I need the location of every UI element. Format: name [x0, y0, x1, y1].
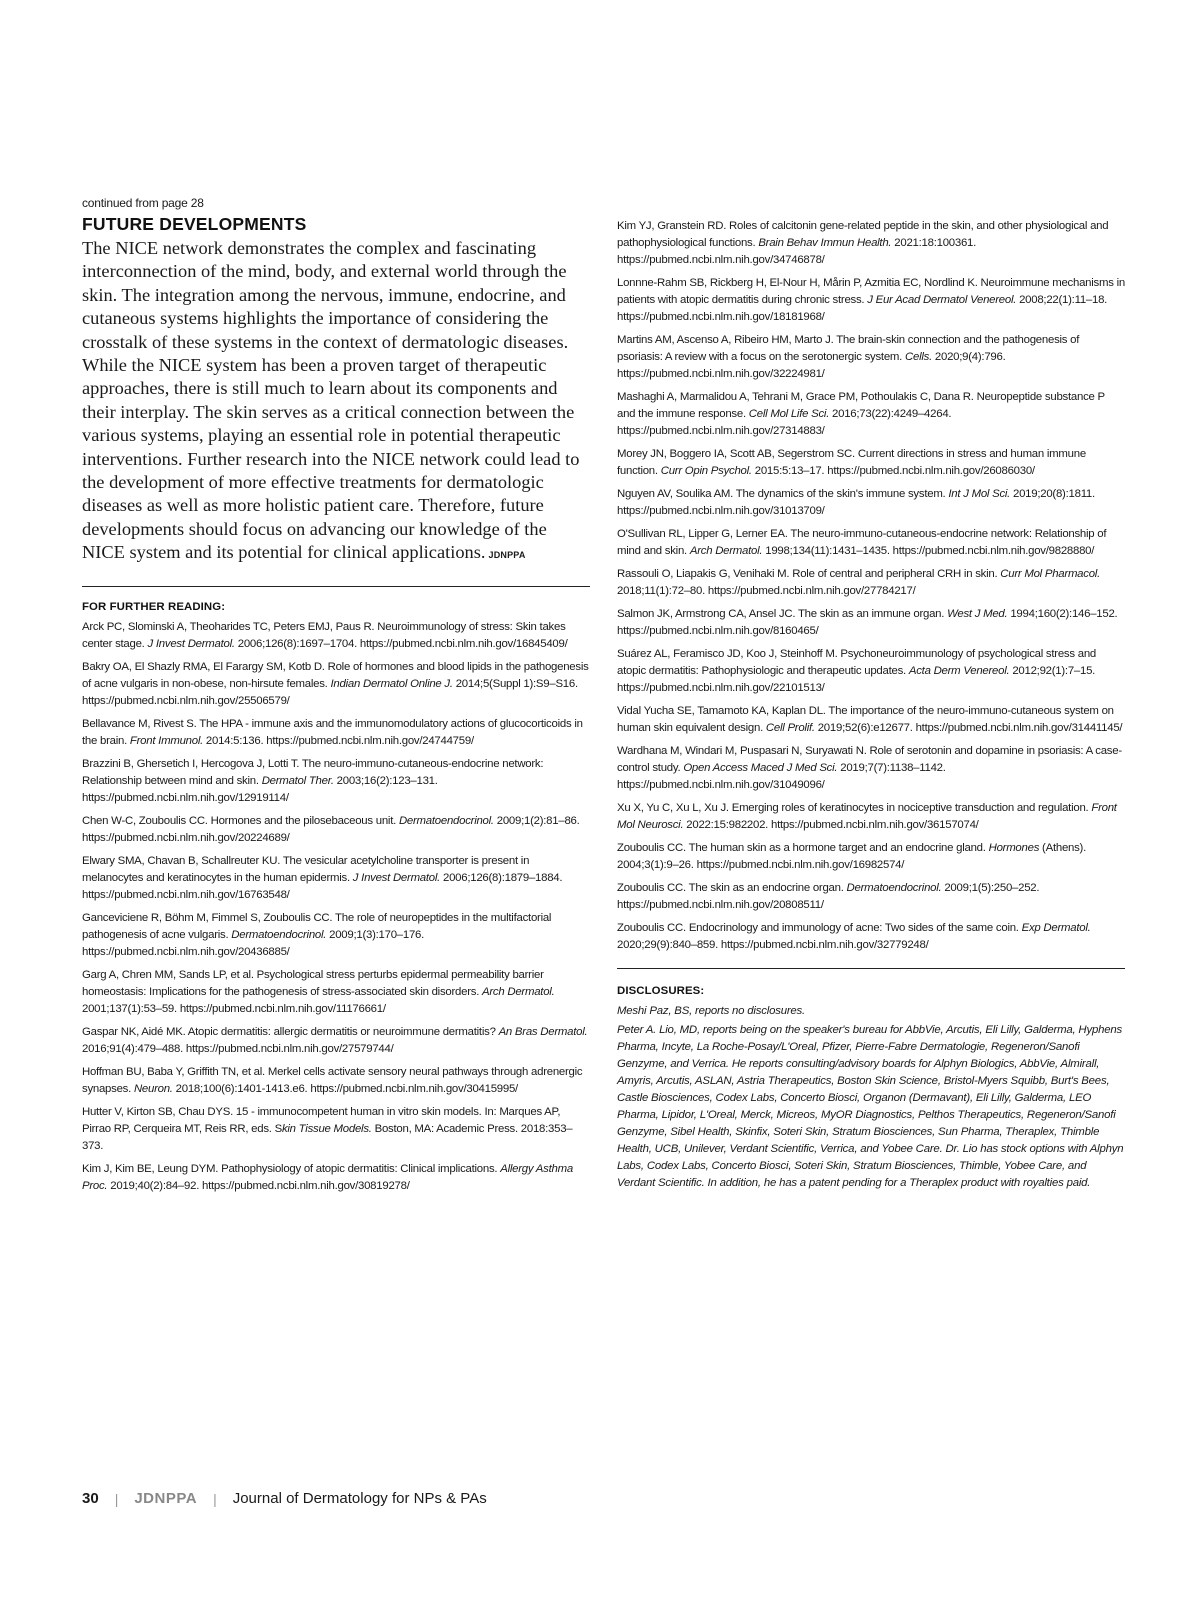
reference-authors-title: Brazzini B, Ghersetich I, Hercogova J, Lotti T. The neuro-immuno-cutaneous-endocrine network: Relationship between mind and skin. — [82, 757, 544, 787]
reference-item — [617, 218, 1125, 269]
reference-citation: 2019;20(8):1811. https://pubmed.ncbi.nlm.nih.gov/31013709/ — [617, 488, 1095, 517]
reference-citation: 2019;7(7):1138–1142. https://pubmed.ncbi.nlm.nih.gov/31049096/ — [617, 762, 946, 791]
reference-authors-title: Nguyen AV, Soulika AM. The dynamics of the skin's immune system. — [617, 488, 949, 500]
reference-item — [82, 619, 590, 653]
reference-citation: 2020;29(9):840–859. https://pubmed.ncbi.nlm.nih.gov/32779248/ — [617, 939, 929, 951]
section-divider — [82, 586, 590, 587]
reference-item — [82, 1024, 590, 1058]
reference-journal: Curr Mol Pharmacol. — [1000, 568, 1100, 580]
journal-name: Journal of Dermatology for NPs & PAs — [232, 1490, 487, 1507]
reference-item — [617, 743, 1125, 794]
reference-authors-title: Salmon JK, Armstrong CA, Ansel JC. The skin as an immune organ. — [617, 608, 948, 620]
reference-citation: 2009;1(3):170–176. https://pubmed.ncbi.nlm.nih.gov/20436885/ — [82, 928, 425, 958]
reference-citation: 2018;100(6):1401-1413.e6. https://pubmed.ncbi.nlm.nih.gov/30415995/ — [172, 1082, 518, 1095]
reference-journal: Front Immunol. — [129, 734, 204, 747]
further-reading-heading: FOR FURTHER READING: — [82, 600, 226, 613]
reference-citation: 2019;40(2):84–92. https://pubmed.ncbi.nlm.nih.gov/30819278/ — [107, 1179, 410, 1192]
right-column — [617, 218, 1125, 1194]
reference-item — [82, 853, 590, 904]
reference-item — [617, 486, 1125, 520]
disclosure-item: Peter A. Lio, MD, reports being on the speaker's bureau for AbbVie, Arcutis, Eli Lilly, Galderma, Hyphens Pharma, Incyte, La Roche-Posay/L'Oreal, Pfizer, Pierre-Fabre Dermatologie, Regeneron/Sanofi Genzyme, and Verrica. He reports consulting/advisory boards for Alphyn Biologics, AbbVie, Almirall, Amyris, Arcutis, ASLAN, Astria Therapeutics, Boston Skin Science, Bristol-Myers Squibb, Burt's Bees, Castle Biosciences, Codex Labs, Concerto Biosci, Organon (Dermavant), Eli Lilly, Galderma, LEO Pharma, Lipidor, L'Oreal, Merck, Micreos, MyOR Diagnostics, Pelthos Therapeutics, Regeneron/Sanofi Genzyme, Sibel Health, Skinfix, Soteri Skin, Stratum Biosciences, Sun Pharma, Theraplex, Thimble Health, UCB, Unilever, Verdant Scientific, Verrica, and Yobee Care. Dr. Lio has stock options with Alphyn Labs, Codex Labs, Concerto Biosci, Soteri Skin, Stratum Biosciences, Thimble, Yobee Care, and Verdant Scientific. In addition, he has a patent pending for a Theraplex product with royalties paid. — [617, 1024, 1124, 1189]
reference-citation: 2008;22(1):11–18. https://pubmed.ncbi.nlm.nih.gov/18181968/ — [617, 294, 1108, 323]
reference-item — [617, 800, 1125, 834]
page-number: 30 — [82, 1490, 99, 1507]
disclosures-divider — [617, 968, 1125, 969]
reference-item — [82, 910, 590, 961]
reference-journal: West J Med. — [947, 608, 1008, 620]
reference-authors-title: Arck PC, Slominski A, Theoharides TC, Peters EMJ, Paus R. Neuroimmunology of stress: Skin takes center stage. — [82, 620, 566, 650]
reference-journal: Neuron. — [133, 1082, 173, 1095]
reference-authors-title: O'Sullivan RL, Lipper G, Lerner EA. The neuro-immuno-cutaneous-endocrine network: Relationship of mind and skin. — [617, 528, 1107, 557]
reference-citation: 2016;73(22):4249–4264. https://pubmed.ncbi.nlm.nih.gov/27314883/ — [617, 408, 952, 437]
reference-authors-title: Zouboulis CC. The skin as an endocrine organ. — [617, 882, 847, 894]
reference-journal: Dermatoendocrinol. — [231, 928, 327, 941]
reference-authors-title: Zouboulis CC. The human skin as a hormone target and an endocrine gland. — [617, 842, 989, 854]
reference-journal: Exp Dermatol. — [1021, 922, 1091, 934]
reference-item — [617, 880, 1125, 914]
reference-citation: 2009;1(2):81–86. https://pubmed.ncbi.nlm.nih.gov/20224689/ — [82, 814, 580, 844]
reference-item — [617, 526, 1125, 560]
reference-item — [617, 275, 1125, 326]
reference-authors-title: Lonnne-Rahm SB, Rickberg H, El-Nour H, Mårin P, Azmitia EC, Nordlind K. Neuroimmune mechanisms in patients with atopic dermatitis during chronic stress. — [617, 277, 1125, 306]
reference-citation: 2012;92(1):7–15. https://pubmed.ncbi.nlm.nih.gov/22101513/ — [617, 665, 1096, 694]
reference-authors-title: Hoffman BU, Baba Y, Griffith TN, et al. Merkel cells activate sensory neural pathways through adrenergic synapses. — [82, 1065, 583, 1095]
reference-journal: Hormones — [988, 842, 1040, 854]
reference-citation: 1998;134(11):1431–1435. https://pubmed.ncbi.nlm.nih.gov/9828880/ — [762, 545, 1095, 557]
reference-item — [617, 332, 1125, 383]
reference-authors-title: Rassouli O, Liapakis G, Venihaki M. Role of central and peripheral CRH in skin. — [617, 568, 1001, 580]
reference-citation: 2021:18:100361. https://pubmed.ncbi.nlm.nih.gov/34746878/ — [617, 237, 977, 266]
footer-separator: | — [213, 1490, 217, 1507]
reference-item — [617, 566, 1125, 600]
reference-citation: 2001;137(1):53–59. https://pubmed.ncbi.nlm.nih.gov/11176661/ — [82, 1002, 386, 1015]
reference-citation: Boston, MA: Academic Press. 2018:353–373. — [82, 1122, 573, 1152]
reference-item — [82, 659, 590, 710]
reference-item — [82, 716, 590, 750]
reference-item — [617, 646, 1125, 697]
reference-item — [82, 813, 590, 847]
signoff-mark: JDNPPA — [488, 550, 526, 561]
reference-authors-title: Ganceviciene R, Böhm M, Fimmel S, Zouboulis CC. The role of neuropeptides in the multifactorial pathogenesis of acne vulgaris. — [82, 911, 552, 941]
reference-citation: 1994;160(2):146–152. https://pubmed.ncbi.nlm.nih.gov/8160465/ — [617, 608, 1118, 637]
reference-authors-title: Garg A, Chren MM, Sands LP, et al. Psychological stress perturbs epidermal permeability barrier homeostasis: Implications for the pathogenesis of stress-associated skin disorders. — [82, 968, 544, 998]
reference-list-right — [617, 218, 1125, 954]
page-footer — [82, 1490, 487, 1507]
disclosures-list — [617, 1003, 1125, 1192]
reference-authors-title: Morey JN, Boggero IA, Scott AB, Segerstrom SC. Current directions in stress and human immune function. — [617, 448, 1086, 477]
reference-citation: 2018;11(1):72–80. https://pubmed.ncbi.nlm.nih.gov/27784217/ — [617, 585, 916, 597]
future-developments-body — [82, 237, 590, 568]
reference-authors-title: Suárez AL, Feramisco JD, Koo J, Steinhoff M. Psychoneuroimmunology of psychological stress and atopic dermatitis: Pathophysiologic and therapeutic updates. — [617, 648, 1096, 677]
reference-authors-title: Hutter V, Kirton SB, Chau DYS. 15 - immunocompetent human in vitro skin models. In: Marques AP, Pirrao RP, Cerqueira MT, Reis RR, eds. S — [82, 1105, 561, 1135]
reference-citation: 2014:5:136. https://pubmed.ncbi.nlm.nih.gov/24744759/ — [203, 734, 474, 747]
reference-journal: Dermatoendocrinol. — [398, 814, 494, 827]
reference-citation: 2009;1(5):250–252. https://pubmed.ncbi.nlm.nih.gov/20808511/ — [617, 882, 1040, 911]
disclosure-item: Meshi Paz, BS, reports no disclosures. — [617, 1005, 806, 1017]
reference-journal: Dermatol Ther. — [261, 774, 334, 787]
reference-citation: 2006;126(8):1879–1884. https://pubmed.ncbi.nlm.nih.gov/16763548/ — [82, 871, 563, 901]
reference-item — [82, 967, 590, 1018]
reference-citation: 2014;5(Suppl 1):S9–S16. https://pubmed.ncbi.nlm.nih.gov/25506579/ — [82, 677, 578, 707]
reference-authors-title: Vidal Yucha SE, Tamamoto KA, Kaplan DL. The importance of the neuro-immuno-cutaneous system on human skin equivalent design. — [617, 705, 1114, 734]
reference-authors-title: Xu X, Yu C, Xu L, Xu J. Emerging roles of keratinocytes in nociceptive transduction and regulation. — [617, 802, 1092, 814]
reference-authors-title: Bellavance M, Rivest S. The HPA - immune axis and the immunomodulatory actions of glucocorticoids in the brain. — [82, 717, 583, 747]
reference-journal: Open Access Maced J Med Sci. — [683, 762, 838, 774]
reference-item — [82, 1104, 590, 1155]
reference-citation: 2020;9(4):796. https://pubmed.ncbi.nlm.nih.gov/32224981/ — [617, 351, 1006, 380]
footer-separator: | — [114, 1490, 119, 1507]
reference-journal: Cell Mol Life Sci. — [748, 408, 830, 420]
reference-journal: Front Mol Neurosci. — [617, 802, 1117, 831]
reference-journal: Brain Behav Immun Health. — [758, 237, 892, 249]
reference-journal: An Bras Dermatol. — [498, 1025, 588, 1038]
reference-item — [617, 703, 1125, 737]
reference-journal: Indian Dermatol Online J. — [330, 677, 453, 690]
body-text: The NICE network demonstrates the complex and fascinating interconnection of the mind, body, and external world through the skin. The integration among the nervous, immune, endocrine, and cutaneous systems highlights the importance of considering the crosstalk of these systems in the context of dermatologic diseases. While the NICE system has been a proven target of therapeutic approaches, there is still much to learn about its components and their interplay. The skin serves as a critical connection between the various systems, playing an essential role in potential therapeutic interventions. Further research into the NICE network could lead to the development of more effective treatments for dermatologic diseases as well as more holistic patient care. Therefore, future developments should focus on advancing our knowledge of the NICE system and its potential for clinical applications. — [82, 238, 580, 563]
reference-authors-title: Kim YJ, Granstein RD. Roles of calcitonin gene-related peptide in the skin, and other physiological and pathophysiological functions. — [617, 220, 1109, 249]
reference-journal: Cells. — [905, 351, 932, 363]
reference-authors-title: Gaspar NK, Aidé MK. Atopic dermatitis: allergic dermatitis or neuroimmune dermatitis? — [82, 1025, 499, 1038]
reference-journal: Acta Derm Venereol. — [908, 665, 1010, 677]
continued-note: continued from page 28 — [82, 196, 204, 210]
reference-journal: Arch Dermatol. — [689, 545, 763, 557]
journal-brand: JDNPPA — [134, 1490, 198, 1507]
reference-journal: Int J Mol Sci. — [948, 488, 1011, 500]
reference-journal: J Invest Dermatol. — [352, 871, 441, 884]
reference-citation: 2015:5:13–17. https://pubmed.ncbi.nlm.nih.gov/26086030/ — [751, 465, 1035, 477]
reference-authors-title: Mashaghi A, Marmalidou A, Tehrani M, Grace PM, Pothoulakis C, Dana R. Neuropeptide substance P and the immune response. — [617, 391, 1105, 420]
reference-item — [617, 446, 1125, 480]
section-heading-future-developments: FUTURE DEVELOPMENTS — [82, 214, 307, 234]
reference-item — [617, 606, 1125, 640]
reference-citation: 2006;126(8):1697–1704. https://pubmed.ncbi.nlm.nih.gov/16845409/ — [234, 637, 568, 650]
reference-item — [617, 840, 1125, 874]
reference-journal: Curr Opin Psychol. — [660, 465, 752, 477]
reference-journal: Cell Prolif. — [765, 722, 815, 734]
reference-item — [617, 920, 1125, 954]
reference-citation: 2022:15:982202. https://pubmed.ncbi.nlm.nih.gov/36157074/ — [683, 819, 979, 831]
reference-journal: Allergy Asthma Proc. — [82, 1162, 573, 1192]
reference-citation: (Athens). 2004;3(1):9–26. https://pubmed.ncbi.nlm.nih.gov/16982574/ — [617, 842, 1087, 871]
reference-authors-title: Kim J, Kim BE, Leung DYM. Pathophysiology of atopic dermatitis: Clinical implications. — [82, 1162, 501, 1175]
reference-authors-title: Elwary SMA, Chavan B, Schallreuter KU. The vesicular acetylcholine transporter is present in melanocytes and keratinocytes in the human epidermis. — [82, 854, 530, 884]
reference-journal: J Invest Dermatol. — [147, 637, 235, 650]
reference-list-left — [82, 619, 590, 1195]
reference-authors-title: Zouboulis CC. Endocrinology and immunology of acne: Two sides of the same coin. — [617, 922, 1022, 934]
reference-item — [82, 1064, 590, 1098]
reference-authors-title: Chen W-C, Zouboulis CC. Hormones and the pilosebaceous unit. — [82, 814, 399, 827]
reference-citation: 2003;16(2):123–131. https://pubmed.ncbi.nlm.nih.gov/12919114/ — [82, 774, 438, 804]
reference-journal: Dermatoendocrinol. — [846, 882, 942, 894]
reference-item — [82, 1161, 590, 1195]
reference-citation: 2016;91(4):479–488. https://pubmed.ncbi.nlm.nih.gov/27579744/ — [82, 1042, 394, 1055]
reference-item — [82, 756, 590, 807]
reference-journal: Arch Dermatol. — [482, 985, 555, 998]
reference-citation: 2019;52(6):e12677. https://pubmed.ncbi.nlm.nih.gov/31441145/ — [814, 722, 1123, 734]
reference-journal: J Eur Acad Dermatol Venereol. — [867, 294, 1017, 306]
left-column — [82, 196, 590, 1201]
reference-authors-title: Wardhana M, Windari M, Puspasari N, Suryawati N. Role of serotonin and dopamine in psoriasis: A case-control study. — [617, 745, 1122, 774]
reference-authors-title: Martins AM, Ascenso A, Ribeiro HM, Marto J. The brain-skin connection and the pathogenesis of psoriasis: A review with a focus on the serotonergic system. — [617, 334, 1080, 363]
reference-authors-title: Bakry OA, El Shazly RMA, El Farargy SM, Kotb D. Role of hormones and blood lipids in the pathogenesis of acne vulgaris in non-obese, non-hirsute females. — [82, 660, 589, 690]
reference-item — [617, 389, 1125, 440]
disclosures-heading: DISCLOSURES: — [617, 985, 705, 997]
reference-journal: kin Tissue Models. — [281, 1122, 372, 1135]
